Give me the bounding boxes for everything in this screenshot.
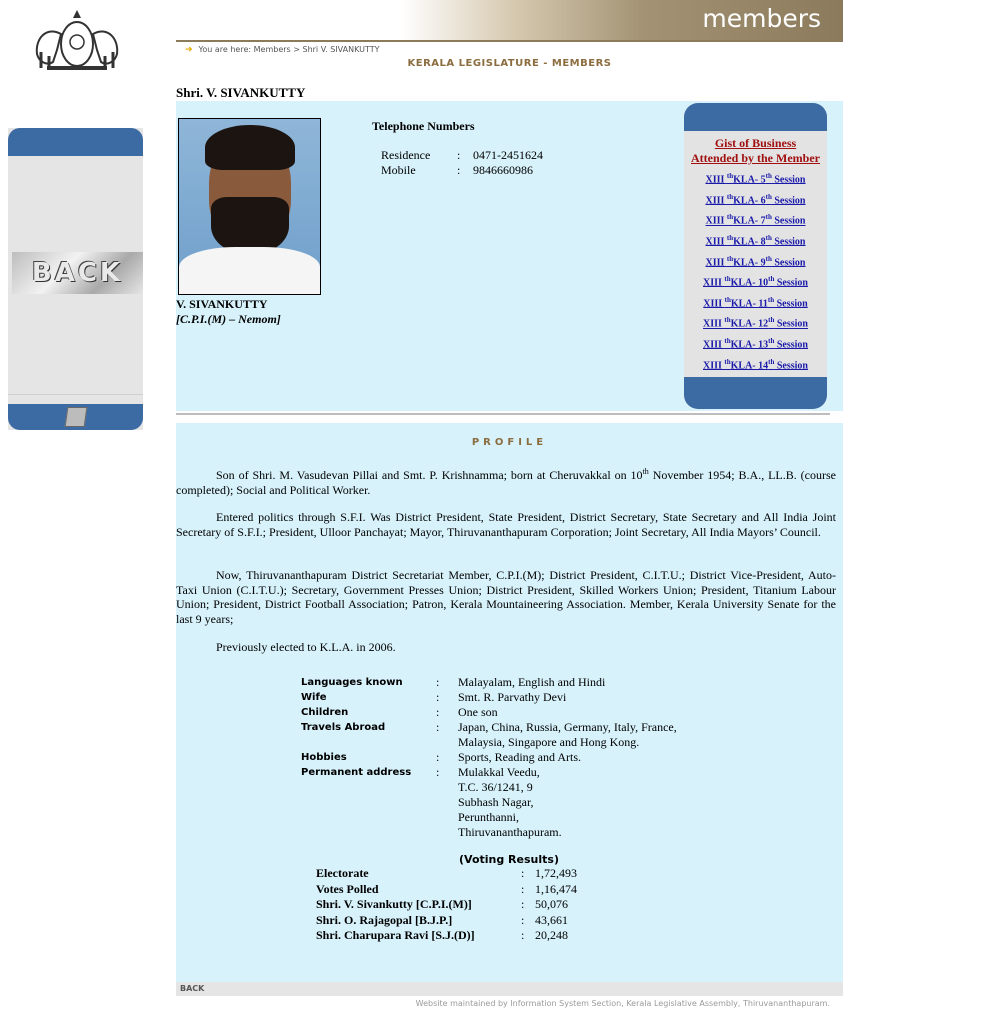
left-nav-panel xyxy=(8,128,143,430)
telephone-table xyxy=(381,148,543,178)
detail-value: Subhash Nagar, xyxy=(458,795,534,809)
session-link[interactable]: XIII $^{th}$KLA- 12th Session xyxy=(703,316,808,330)
profile-paragraph-current: Now, Thiruvananthapuram District Secretariat Member, C.P.I.(M); District President, C.I.T.U.; District Vice-President, Auto-Taxi Union (C.I.T.U.); Secretary, Government Presses Union; District President, Skilled Workers Union; President, Titanium Labour Union; President, District Football Association; Patron, Kerala Mountaineering Association. Member, Kerala University Senate for the last 9 years; xyxy=(176,568,836,626)
vote-label: Shri. V. Sivankutty [C.P.I.(M)] xyxy=(316,897,472,911)
detail-row xyxy=(301,810,677,825)
session-link[interactable]: XIII $^{th}$KLA- 8th Session xyxy=(705,233,806,248)
gist-title[interactable] xyxy=(684,136,827,166)
detail-value: Malaysia, Singapore and Hong Kong. xyxy=(458,735,640,749)
vote-value: 50,076 xyxy=(535,897,568,911)
detail-label: Children xyxy=(301,707,349,718)
footer-back-link[interactable]: BACK xyxy=(180,984,205,993)
photo-caption-party: [C.P.I.(M) – Nemom] xyxy=(176,312,281,326)
detail-row xyxy=(301,795,677,810)
maintained-by-text: Website maintained by Information System Section, Kerala Legislative Assembly, Thiruvananthapuram. xyxy=(415,999,830,1008)
detail-row: Hobbies : Sports, Reading and Arts. xyxy=(301,750,677,765)
profile-paragraph-birth: Son of Shri. M. Vasudevan Pillai and Smt. P. Krishnamma; born at Cheruvakkal on 10th November 1954; B.A., LL.B. (course completed); Social and Political Worker. xyxy=(176,467,837,497)
breadcrumb xyxy=(185,45,379,55)
vote-label: Electorate xyxy=(316,866,369,880)
gist-title-line1[interactable]: Gist of Business xyxy=(714,136,797,150)
profile-paragraph-politics: Entered politics through S.F.I. Was District President, State President, District Secretary, State Secretary and All India Joint Secretary of S.F.I.; President, Ulloor Panchayat; Mayor, Thiruvananthapuram Corporation; Joint Secretary, All India Mayors’ Council. xyxy=(176,510,836,539)
detail-value: Malayalam, English and Hindi xyxy=(458,675,606,689)
session-link[interactable]: XIII $^{th}$KLA- 14th Session xyxy=(703,357,808,371)
detail-label: Languages known xyxy=(301,677,403,688)
vote-value: 1,72,493 xyxy=(535,866,577,880)
profile-title: PROFILE xyxy=(471,437,548,448)
vote-row: Electorate : 1,72,493 xyxy=(316,866,577,880)
photo-caption-name: V. SIVANKUTTY xyxy=(176,297,268,311)
detail-row: Wife : Smt. R. Parvathy Devi xyxy=(301,690,677,705)
arrow-right-icon: ➜ xyxy=(185,45,193,55)
session-link[interactable]: XIII $^{th}$KLA- 7th Session xyxy=(705,213,806,227)
detail-value: Sports, Reading and Arts. xyxy=(458,750,581,764)
session-link[interactable]: XIII $^{th}$KLA- 6th Session xyxy=(705,192,806,206)
gist-footer xyxy=(684,377,827,409)
vote-label: Shri. O. Rajagopal [B.J.P.] xyxy=(316,912,453,927)
gist-header xyxy=(684,103,827,131)
detail-label: Travels Abroad xyxy=(301,722,386,733)
telephone-heading: Telephone Numbers xyxy=(372,119,475,133)
banner-title: members xyxy=(702,4,821,33)
detail-value: Thiruvananthapuram. xyxy=(458,825,562,839)
profile-paragraph-elected: Previously elected to K.L.A. in 2006. xyxy=(216,640,396,654)
left-panel-divider xyxy=(8,394,143,395)
detail-value: T.C. 36/1241, 9 xyxy=(458,780,533,794)
telephone-value: 0471-2451624 xyxy=(473,148,543,162)
vote-label: Votes Polled xyxy=(316,881,379,896)
detail-value: Mulakkal Veedu, xyxy=(458,765,540,779)
header-rule xyxy=(176,40,843,42)
vote-value: 20,248 xyxy=(535,928,568,942)
breadcrumb-text: You are here: Members > Shri V. SIVANKUTTY xyxy=(198,45,380,54)
detail-value: Perunthanni, xyxy=(458,810,519,824)
header-banner xyxy=(400,0,843,42)
home-icon[interactable] xyxy=(64,407,87,427)
back-button[interactable] xyxy=(12,252,143,294)
detail-label: Permanent address xyxy=(301,767,412,778)
detail-label: Wife xyxy=(301,692,327,703)
member-info-panel xyxy=(176,101,843,411)
profile-section xyxy=(176,423,843,982)
kerala-emblem-icon xyxy=(27,4,127,72)
detail-label: Hobbies xyxy=(301,752,347,763)
telephone-label: Mobile xyxy=(381,163,416,177)
detail-row xyxy=(301,735,677,750)
footer-bar xyxy=(176,982,843,996)
telephone-row: Mobile : 9846660986 xyxy=(381,163,543,178)
vote-row: Shri. V. Sivankutty [C.P.I.(M)] : 50,076 xyxy=(316,897,577,913)
vote-row: Shri. O. Rajagopal [B.J.P.] : 43,661 xyxy=(316,913,577,929)
vote-row: Shri. Charupara Ravi [S.J.(D)] : 20,248 xyxy=(316,928,577,944)
session-link[interactable]: XIII $^{th}$KLA- 10th Session xyxy=(703,275,808,289)
gist-of-business-box xyxy=(684,103,827,409)
detail-value: One son xyxy=(458,705,498,719)
back-button-label: BACK xyxy=(31,258,124,288)
section-divider xyxy=(176,413,830,415)
detail-row: Travels Abroad : Japan, China, Russia, Germany, Italy, France, xyxy=(301,720,677,734)
telephone-row: Residence : 0471-2451624 xyxy=(381,148,543,162)
detail-row: Children : One son xyxy=(301,705,677,720)
detail-value: Smt. R. Parvathy Devi xyxy=(458,690,567,704)
photo-hair xyxy=(205,125,295,170)
section-title: KERALA LEGISLATURE - MEMBERS xyxy=(407,58,612,69)
vote-value: 43,661 xyxy=(535,912,568,927)
voting-results-table xyxy=(316,866,577,944)
vote-row: Votes Polled : 1,16,474 xyxy=(316,881,577,896)
session-link[interactable]: XIII $^{th}$KLA- 9th Session xyxy=(705,254,806,268)
session-links xyxy=(684,168,827,409)
session-link[interactable]: XIII $^{th}$KLA- 5th Session xyxy=(705,172,806,186)
detail-row xyxy=(301,780,677,795)
voting-results-heading: (Voting Results) xyxy=(459,853,559,866)
gist-title-line2[interactable]: Attended by the Member xyxy=(691,151,820,165)
member-photo xyxy=(178,118,321,295)
telephone-label: Residence xyxy=(381,148,431,162)
photo-shirt xyxy=(179,247,320,295)
detail-row: Languages known : Malayalam, English and Hindi xyxy=(301,675,677,690)
personal-details-table xyxy=(301,675,677,840)
page-title: Shri. V. SIVANKUTTY xyxy=(176,85,306,100)
detail-row xyxy=(301,825,677,840)
telephone-value: 9846660986 xyxy=(473,163,533,177)
left-panel-footer xyxy=(8,404,143,430)
detail-value: Japan, China, Russia, Germany, Italy, France, xyxy=(458,720,677,734)
session-link[interactable]: XIII $^{th}$KLA- 11th Session xyxy=(703,295,808,310)
left-panel-header xyxy=(8,128,143,156)
detail-row: Permanent address : Mulakkal Veedu, xyxy=(301,765,677,780)
session-link[interactable]: XIII $^{th}$KLA- 13th Session xyxy=(703,337,808,351)
vote-label: Shri. Charupara Ravi [S.J.(D)] xyxy=(316,928,475,942)
vote-value: 1,16,474 xyxy=(535,881,577,896)
